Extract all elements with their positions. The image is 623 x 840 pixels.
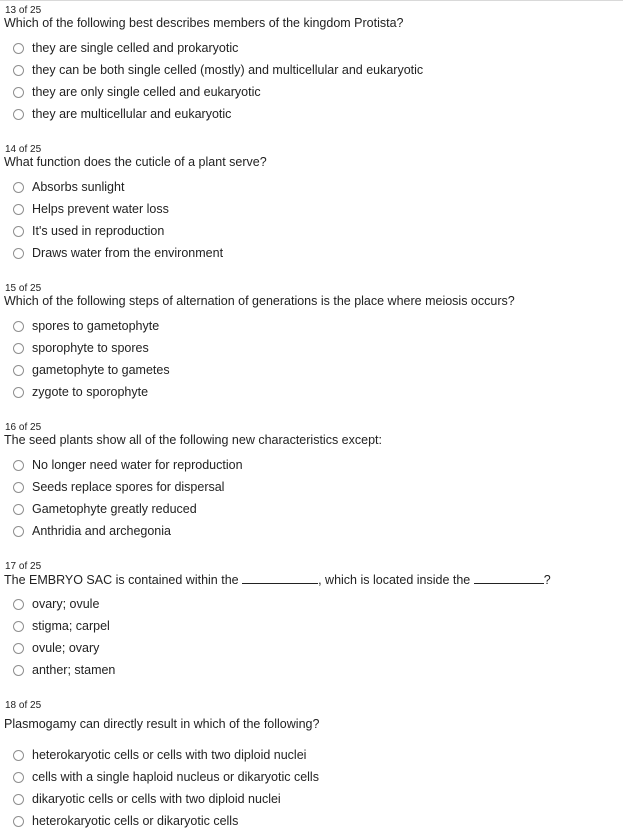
option-label[interactable]: It's used in reproduction xyxy=(32,224,165,238)
option-label[interactable]: Anthridia and archegonia xyxy=(32,524,171,538)
radio-button[interactable] xyxy=(13,182,24,193)
prompt-text: , which is located inside the xyxy=(318,573,471,587)
radio-button[interactable] xyxy=(13,665,24,676)
answer-option[interactable] xyxy=(13,790,281,808)
answer-option[interactable] xyxy=(13,812,238,830)
answer-option[interactable] xyxy=(13,661,115,679)
radio-button[interactable] xyxy=(13,109,24,120)
question-prompt: The seed plants show all of the following new characteristics except: xyxy=(4,433,382,447)
answer-option[interactable] xyxy=(13,200,169,218)
answer-option[interactable] xyxy=(13,746,306,764)
option-label[interactable]: dikaryotic cells or cells with two diploid nuclei xyxy=(32,792,281,806)
option-label[interactable]: cells with a single haploid nucleus or dikaryotic cells xyxy=(32,770,319,784)
answer-option[interactable] xyxy=(13,768,319,786)
question-counter: 14 of 25 xyxy=(5,144,42,155)
option-label[interactable]: Absorbs sunlight xyxy=(32,180,125,194)
option-label[interactable]: ovule; ovary xyxy=(32,641,100,655)
answer-option[interactable] xyxy=(13,595,99,613)
radio-button[interactable] xyxy=(13,750,24,761)
answer-option[interactable] xyxy=(13,383,148,401)
option-label[interactable]: ovary; ovule xyxy=(32,597,100,611)
question-prompt: Which of the following best describes members of the kingdom Protista? xyxy=(4,16,404,30)
radio-button[interactable] xyxy=(13,43,24,54)
answer-option[interactable] xyxy=(13,222,164,240)
question-counter: 17 of 25 xyxy=(5,561,42,572)
option-label[interactable]: Draws water from the environment xyxy=(32,246,224,260)
radio-button[interactable] xyxy=(13,816,24,827)
answer-option[interactable] xyxy=(13,522,171,540)
answer-option[interactable] xyxy=(13,339,149,357)
option-label[interactable]: they can be both single celled (mostly) and multicellular and eukaryotic xyxy=(32,63,424,77)
radio-button[interactable] xyxy=(13,226,24,237)
question-counter: 13 of 25 xyxy=(5,5,42,16)
answer-option[interactable] xyxy=(13,105,231,123)
option-label[interactable]: they are single celled and prokaryotic xyxy=(32,41,239,55)
radio-button[interactable] xyxy=(13,772,24,783)
prompt-text: ? xyxy=(543,573,551,587)
question-prompt: Which of the following steps of alternation of generations is the place where meiosis occurs? xyxy=(4,294,515,308)
option-label[interactable]: they are only single celled and eukaryotic xyxy=(32,85,261,99)
prompt-text: The EMBRYO SAC is contained within the xyxy=(4,573,239,587)
question-prompt: What function does the cuticle of a plant serve? xyxy=(4,155,267,169)
radio-button[interactable] xyxy=(13,65,24,76)
option-label[interactable]: spores to gametophyte xyxy=(32,319,160,333)
answer-option[interactable] xyxy=(13,500,197,518)
question-prompt xyxy=(4,571,551,588)
radio-button[interactable] xyxy=(13,794,24,805)
radio-button[interactable] xyxy=(13,387,24,398)
answer-option[interactable] xyxy=(13,361,170,379)
option-label[interactable]: heterokaryotic cells or cells with two diploid nuclei xyxy=(32,748,307,762)
question-counter: 15 of 25 xyxy=(5,283,42,294)
radio-button[interactable] xyxy=(13,343,24,354)
radio-button[interactable] xyxy=(13,621,24,632)
radio-button[interactable] xyxy=(13,365,24,376)
radio-button[interactable] xyxy=(13,321,24,332)
answer-option[interactable] xyxy=(13,83,261,101)
radio-button[interactable] xyxy=(13,643,24,654)
option-label[interactable]: Seeds replace spores for dispersal xyxy=(32,480,225,494)
option-label[interactable]: zygote to sporophyte xyxy=(32,385,149,399)
answer-option[interactable] xyxy=(13,61,423,79)
answer-option[interactable] xyxy=(13,639,99,657)
radio-button[interactable] xyxy=(13,460,24,471)
radio-button[interactable] xyxy=(13,526,24,537)
option-label[interactable]: stigma; carpel xyxy=(32,619,110,633)
option-label[interactable]: anther; stamen xyxy=(32,663,116,677)
answer-option[interactable] xyxy=(13,478,224,496)
option-label[interactable]: gametophyte to gametes xyxy=(32,363,170,377)
question-prompt: Plasmogamy can directly result in which of the following? xyxy=(4,717,320,731)
option-label[interactable]: Helps prevent water loss xyxy=(32,202,169,216)
option-label[interactable]: they are multicellular and eukaryotic xyxy=(32,107,232,121)
answer-option[interactable] xyxy=(13,244,223,262)
fill-in-blank xyxy=(242,571,318,584)
answer-option[interactable] xyxy=(13,39,238,57)
answer-option[interactable] xyxy=(13,456,243,474)
option-label[interactable]: No longer need water for reproduction xyxy=(32,458,243,472)
radio-button[interactable] xyxy=(13,204,24,215)
question-counter: 18 of 25 xyxy=(5,700,42,711)
answer-option[interactable] xyxy=(13,317,159,335)
radio-button[interactable] xyxy=(13,248,24,259)
fill-in-blank xyxy=(474,571,544,584)
option-label[interactable]: Gametophyte greatly reduced xyxy=(32,502,197,516)
radio-button[interactable] xyxy=(13,599,24,610)
answer-option[interactable] xyxy=(13,178,124,196)
radio-button[interactable] xyxy=(13,87,24,98)
option-label[interactable]: sporophyte to spores xyxy=(32,341,149,355)
answer-option[interactable] xyxy=(13,617,110,635)
radio-button[interactable] xyxy=(13,482,24,493)
question-counter: 16 of 25 xyxy=(5,422,42,433)
option-label[interactable]: heterokaryotic cells or dikaryotic cells xyxy=(32,814,239,828)
radio-button[interactable] xyxy=(13,504,24,515)
